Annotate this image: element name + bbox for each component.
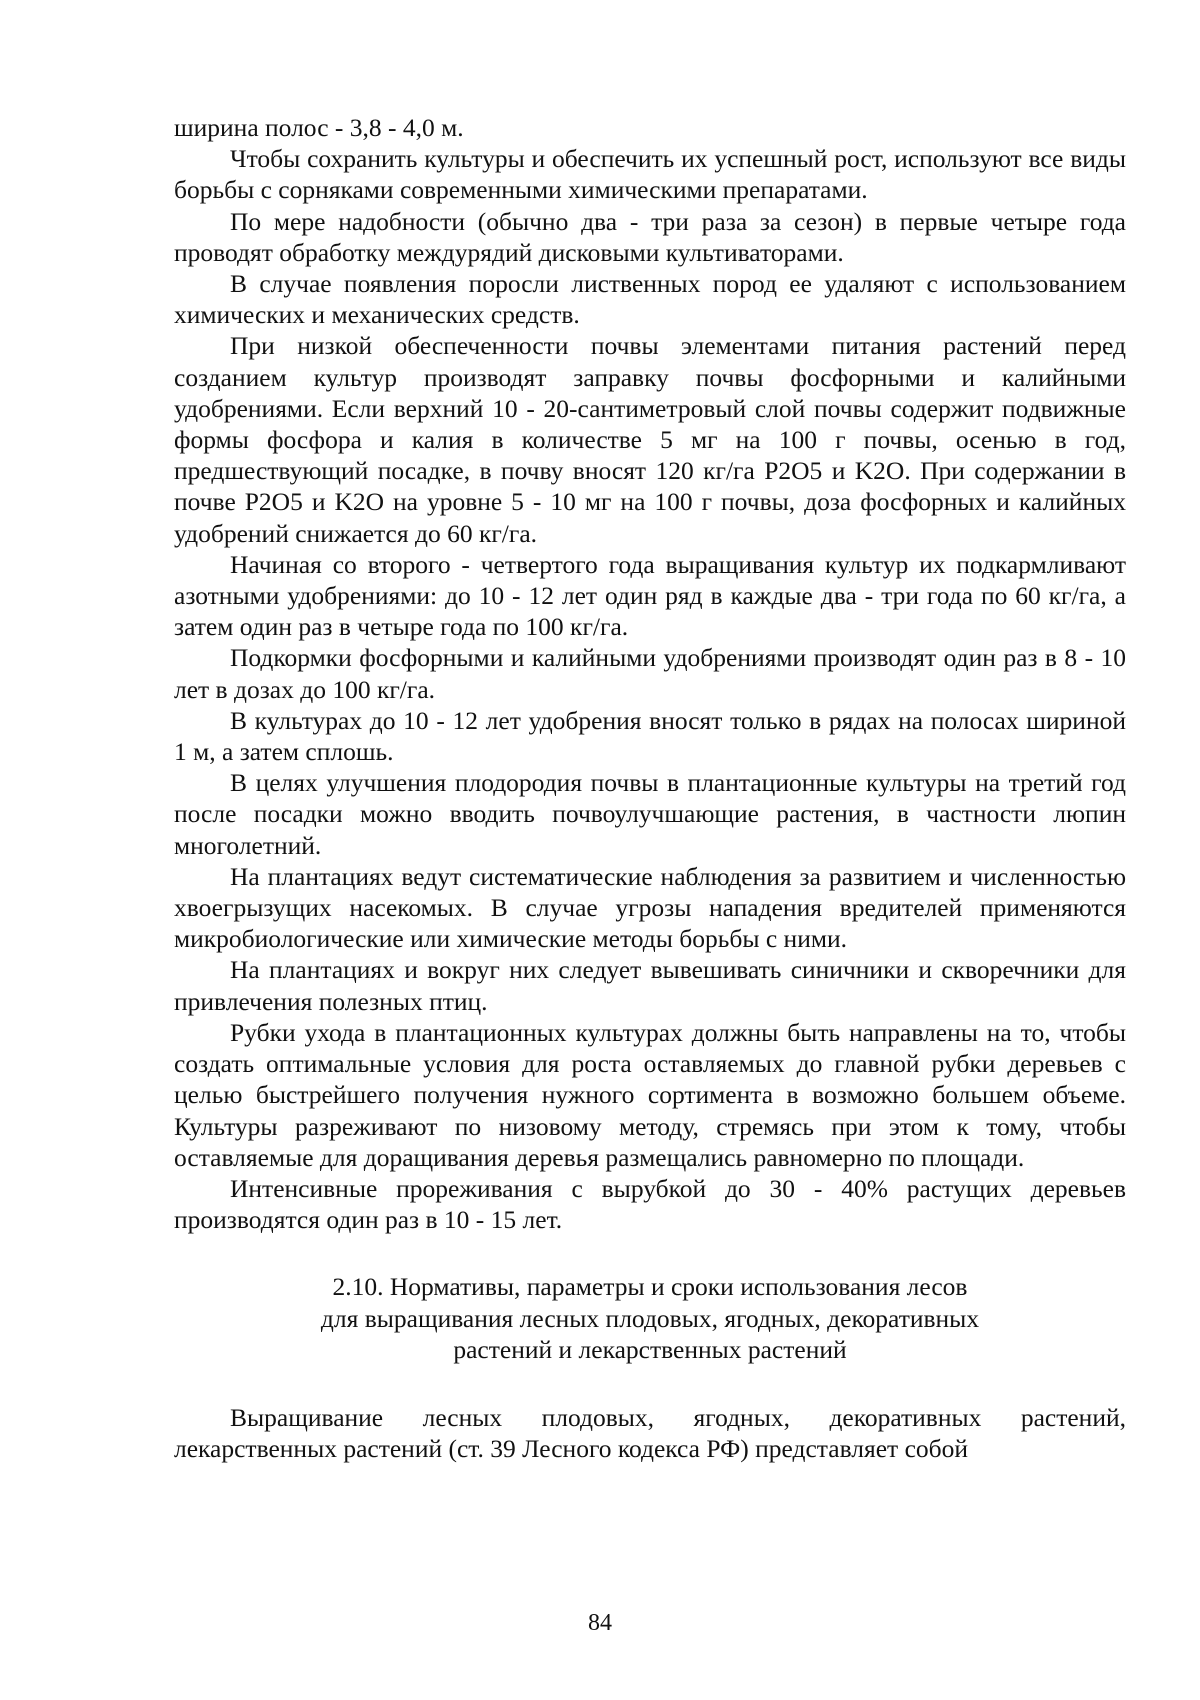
paragraph-2: Чтобы сохранить культуры и обеспечить их успешный рост, используют все виды борьбы с сорняками современными химическими препаратами. — [174, 144, 1126, 205]
section-heading-line-2: для выращивания лесных плодовых, ягодных, декоративных — [320, 1303, 980, 1333]
paragraph-6: Начиная со второго - четвертого года выращивания культур их подкармливают азотными удобрениями: до 10 - 12 лет один ряд в каждые два - три года по 60 кг/га, а затем один раз в четыре года по 100 кг/га. — [174, 549, 1126, 642]
section-heading — [174, 1271, 1126, 1366]
paragraph-1: ширина полос - 3,8 - 4,0 м. — [174, 113, 464, 142]
main-text — [174, 112, 1126, 1464]
paragraph-12: Рубки ухода в плантационных культурах должны быть направлены на то, чтобы создать оптимальные условия для роста оставляемых до главной рубки деревьев с целью быстрейшего получения нужного сортимента в возможно большем объеме. Культуры разреживают по низовому методу, стремясь при этом к тому, чтобы оставляемые для доращивания деревья размещались равномерно по площади. — [174, 1017, 1126, 1172]
paragraph-7: Подкормки фосфорными и калийными удобрениями производят один раз в 8 - 10 лет в дозах до 100 кг/га. — [174, 643, 1126, 704]
paragraph-8: В культурах до 10 - 12 лет удобрения вносят только в рядах на полосах шириной 1 м, а затем сплошь. — [174, 705, 1126, 767]
page-number: 84 — [588, 1610, 612, 1636]
section-paragraph-1: Выращивание лесных плодовых, ягодных, декоративных растений, лекарственных растений (ст. 39 Лесного кодекса РФ) представляет собой — [174, 1402, 1126, 1464]
paragraph-11: На плантациях и вокруг них следует вывешивать синичники и скворечники для привлечения полезных птиц. — [174, 955, 1126, 1016]
paragraph-5: При низкой обеспеченности почвы элементами питания растений перед созданием культур производят заправку почвы фосфорными и калийными удобрениями. Если верхний 10 - 20-сантиметровый слой почвы содержит подвижные формы фосфора и калия в количестве 5 мг на 100 г почвы, осенью в год, предшествующий посадке, в почву вносят 120 кг/га P2O5 и K2O. При содержании в почве P2O5 и K2O на уровне 5 - 10 мг на 100 г почвы, доза фосфорных и калийных удобрений снижается до 60 кг/га. — [174, 331, 1126, 548]
paragraph-3: По мере надобности (обычно два - три раза за сезон) в первые четыре года проводят обработку междурядий дисковыми культиваторами. — [174, 206, 1126, 267]
paragraph-10: На плантациях ведут систематические наблюдения за развитием и численностью хвоегрызущих насекомых. В случае угрозы нападения вредителей применяются микробиологические или химические методы борьбы с ними. — [174, 861, 1126, 954]
paragraph-9: В целях улучшения плодородия почвы в плантационные культуры на третий год после посадки можно вводить почвоулучшающие растения, в частности люпин многолетний. — [174, 768, 1126, 860]
section-heading-line-3: растений и лекарственных растений — [453, 1335, 847, 1365]
section-body — [174, 1402, 1126, 1464]
section-heading-line-1: 2.10. Нормативы, параметры и сроки использования лесов — [332, 1272, 968, 1302]
paragraph-13: Интенсивные прореживания с вырубкой до 30 - 40% растущих деревьев производятся один раз в 10 - 15 лет. — [174, 1173, 1126, 1235]
paragraph-4: В случае появления поросли лиственных пород ее удаляют с использованием химических и механических средств. — [174, 269, 1126, 330]
